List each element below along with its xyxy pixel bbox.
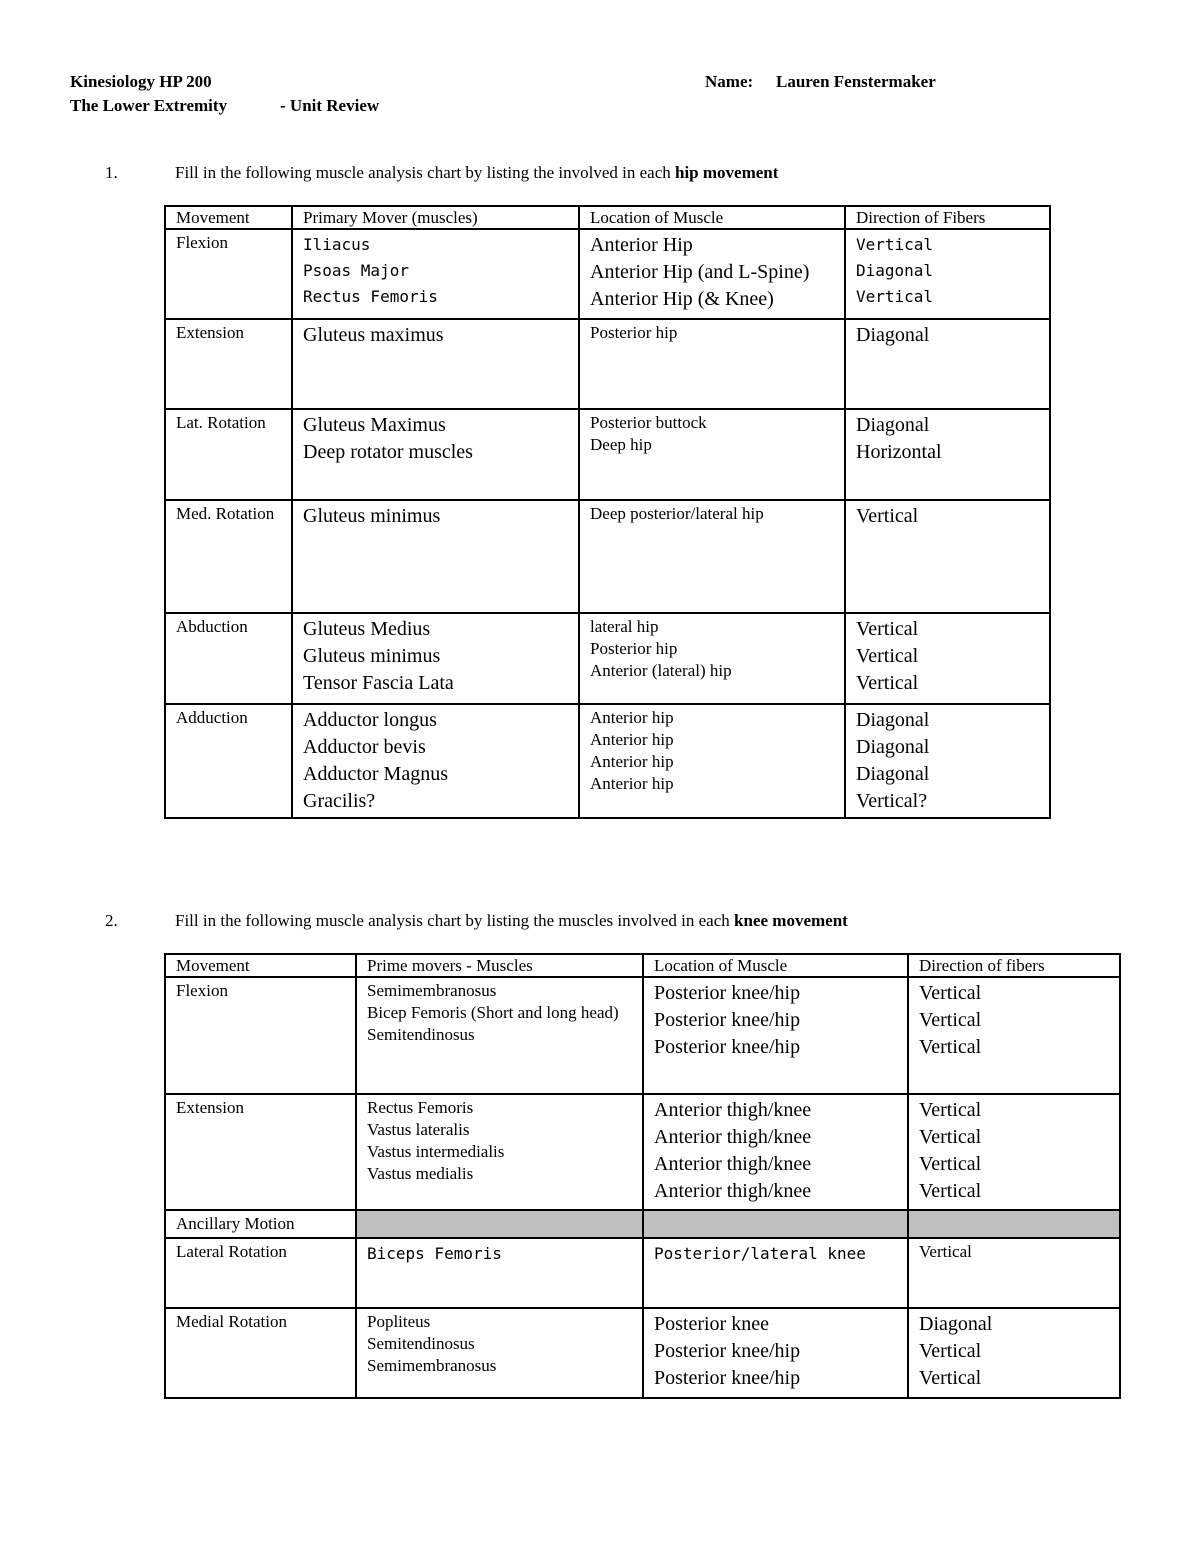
location-cell-line: Anterior hip	[590, 708, 674, 727]
direction-cell-line: Vertical	[919, 1126, 982, 1148]
movers-cell-line: Vastus medialis	[367, 1164, 474, 1183]
location-cell-line: Anterior thigh/knee	[654, 1153, 812, 1175]
direction-cell-line: Vertical	[919, 1367, 982, 1389]
question-number: 1.	[105, 163, 118, 182]
unit-review: - Unit Review	[280, 96, 380, 115]
direction-cell-line: Vertical	[856, 645, 919, 667]
shaded-cell	[356, 1210, 643, 1238]
table-row	[165, 1308, 1120, 1398]
direction-cell-line: Vertical	[919, 982, 982, 1004]
movement-cell: Flexion	[165, 229, 292, 319]
location-cell-line: Posterior knee/hip	[654, 1340, 801, 1362]
movers-cell-line: Semitendinosus	[367, 1025, 475, 1044]
direction-cell-line: Vertical	[919, 1153, 982, 1175]
direction-cell-line: Vertical	[856, 235, 934, 254]
location-cell-line: Anterior hip	[590, 752, 674, 771]
movers-cell-line: Vastus lateralis	[367, 1120, 470, 1139]
location-cell-line: Anterior thigh/knee	[654, 1180, 812, 1202]
question-number: 2.	[105, 911, 118, 930]
movement-cell: Flexion	[165, 977, 356, 1094]
name-value: Lauren Fenstermaker	[776, 72, 936, 91]
movers-cell-line: Iliacus	[303, 235, 371, 254]
table-row	[165, 704, 1050, 818]
column-header: Movement	[165, 954, 356, 977]
table-header-row	[165, 954, 1120, 977]
direction-cell-line: Vertical	[919, 1180, 982, 1202]
location-cell	[643, 1094, 908, 1210]
column-header: Direction of Fibers	[845, 206, 1050, 229]
movers-cell	[292, 409, 579, 500]
table-row	[165, 409, 1050, 500]
movers-cell	[292, 229, 579, 319]
direction-cell	[845, 409, 1050, 500]
table-row	[165, 229, 1050, 319]
movers-cell-line: Adductor bevis	[303, 736, 426, 758]
course-title: Kinesiology HP 200	[70, 72, 212, 91]
table-row	[165, 1094, 1120, 1210]
location-cell-line: Posterior knee/hip	[654, 1036, 801, 1058]
direction-cell-line: Vertical	[919, 1036, 982, 1058]
table-row	[165, 319, 1050, 409]
movers-cell-line: Psoas Major	[303, 261, 409, 280]
table-row	[165, 977, 1120, 1094]
direction-cell	[845, 319, 1050, 409]
movers-cell-line: Bicep Femoris (Short and long head)	[367, 1003, 619, 1022]
movers-cell	[292, 704, 579, 818]
location-cell-line: Posterior/lateral knee	[654, 1244, 866, 1263]
direction-cell	[845, 500, 1050, 613]
direction-cell-line: Vertical	[856, 287, 934, 306]
location-cell-line: Posterior hip	[590, 639, 678, 658]
location-cell	[579, 613, 845, 704]
movers-cell-line: Adductor Magnus	[303, 763, 448, 785]
movers-cell	[292, 613, 579, 704]
movement-cell: Extension	[165, 319, 292, 409]
location-cell	[643, 1238, 908, 1308]
movers-cell-line: Rectus Femoris	[367, 1098, 474, 1117]
knee-movement-table	[164, 953, 1121, 1399]
column-header: Prime movers - Muscles	[356, 954, 643, 977]
movement-cell: Ancillary Motion	[165, 1210, 356, 1238]
direction-cell-line: Vertical?	[856, 790, 928, 812]
location-cell-line: Anterior hip	[590, 730, 674, 749]
direction-cell-line: Diagonal	[856, 736, 930, 758]
location-cell-line: lateral hip	[590, 617, 659, 636]
movers-cell-line: Gluteus Medius	[303, 618, 431, 640]
direction-cell-line: Vertical	[856, 672, 919, 694]
direction-cell-line: Diagonal	[856, 261, 934, 280]
movement-cell: Extension	[165, 1094, 356, 1210]
location-cell-line: Anterior thigh/knee	[654, 1126, 812, 1148]
location-cell-line: Posterior hip	[590, 323, 678, 342]
location-cell-line: Anterior Hip	[590, 234, 693, 256]
movers-cell-line: Biceps Femoris	[367, 1244, 502, 1263]
hip-movement-table	[164, 205, 1051, 819]
movers-cell	[356, 1238, 643, 1308]
direction-cell	[908, 1094, 1120, 1210]
direction-cell-line: Diagonal	[919, 1313, 993, 1335]
direction-cell-line: Diagonal	[856, 763, 930, 785]
direction-cell-line: Diagonal	[856, 414, 930, 436]
location-cell-line: Deep hip	[590, 435, 652, 454]
location-cell	[579, 409, 845, 500]
movement-cell: Medial Rotation	[165, 1308, 356, 1398]
table-row	[165, 613, 1050, 704]
table-row	[165, 500, 1050, 613]
table-header-row	[165, 206, 1050, 229]
location-cell-line: Deep posterior/lateral hip	[590, 504, 764, 523]
movers-cell-line: Popliteus	[367, 1312, 431, 1331]
direction-cell	[908, 977, 1120, 1094]
movement-cell: Lateral Rotation	[165, 1238, 356, 1308]
movers-cell-line: Vastus intermedialis	[367, 1142, 505, 1161]
shaded-cell	[643, 1210, 908, 1238]
location-cell-line: Posterior knee/hip	[654, 982, 801, 1004]
movers-cell	[356, 977, 643, 1094]
column-header: Location of Muscle	[579, 206, 845, 229]
direction-cell	[845, 229, 1050, 319]
column-header: Direction of fibers	[908, 954, 1120, 977]
movers-cell-line: Semimembranosus	[367, 981, 497, 1000]
location-cell-line: Anterior Hip (& Knee)	[590, 288, 774, 310]
question-text: Fill in the following muscle analysis chart by listing the muscles involved in each knee movement	[175, 911, 848, 930]
location-cell-line: Anterior (lateral) hip	[590, 661, 732, 680]
movers-cell-line: Rectus Femoris	[303, 287, 438, 306]
movers-cell	[292, 500, 579, 613]
direction-cell-line: Vertical	[919, 1099, 982, 1121]
table-row	[165, 1210, 1120, 1238]
movers-cell	[356, 1094, 643, 1210]
location-cell	[579, 319, 845, 409]
location-cell	[579, 500, 845, 613]
direction-cell-line: Diagonal	[856, 709, 930, 731]
location-cell-line: Anterior Hip (and L-Spine)	[590, 261, 810, 283]
direction-cell	[845, 613, 1050, 704]
movers-cell	[292, 319, 579, 409]
location-cell-line: Posterior knee/hip	[654, 1367, 801, 1389]
movers-cell-line: Gracilis?	[303, 790, 376, 812]
direction-cell-line: Vertical	[919, 1340, 982, 1362]
movers-cell-line: Tensor Fascia Lata	[303, 672, 454, 694]
movement-cell: Lat. Rotation	[165, 409, 292, 500]
shaded-cell	[908, 1210, 1120, 1238]
location-cell-line: Posterior knee	[654, 1313, 769, 1335]
movement-cell: Abduction	[165, 613, 292, 704]
movers-cell-line: Gluteus Maximus	[303, 414, 446, 436]
table-row	[165, 1238, 1120, 1308]
direction-cell-line: Vertical	[919, 1242, 972, 1261]
movers-cell-line: Gluteus minimus	[303, 505, 441, 527]
movers-cell-line: Semitendinosus	[367, 1334, 475, 1353]
location-cell-line: Anterior hip	[590, 774, 674, 793]
direction-cell-line: Horizontal	[856, 441, 942, 463]
movers-cell-line: Gluteus minimus	[303, 645, 441, 667]
name-label: Name:	[705, 72, 754, 91]
direction-cell	[908, 1308, 1120, 1398]
location-cell	[579, 229, 845, 319]
location-cell	[643, 977, 908, 1094]
direction-cell-line: Diagonal	[856, 324, 930, 346]
direction-cell-line: Vertical	[856, 505, 919, 527]
direction-cell-line: Vertical	[919, 1009, 982, 1031]
movers-cell-line: Adductor longus	[303, 709, 437, 731]
location-cell-line: Posterior buttock	[590, 413, 707, 432]
direction-cell-line: Vertical	[856, 618, 919, 640]
movement-cell: Adduction	[165, 704, 292, 818]
location-cell	[643, 1308, 908, 1398]
direction-cell	[845, 704, 1050, 818]
question-text: Fill in the following muscle analysis chart by listing the involved in each hip movement	[175, 163, 779, 182]
location-cell-line: Anterior thigh/knee	[654, 1099, 812, 1121]
location-cell-line: Posterior knee/hip	[654, 1009, 801, 1031]
unit-title: The Lower Extremity	[70, 96, 228, 115]
movement-cell: Med. Rotation	[165, 500, 292, 613]
column-header: Location of Muscle	[643, 954, 908, 977]
location-cell	[579, 704, 845, 818]
column-header: Movement	[165, 206, 292, 229]
movers-cell-line: Semimembranosus	[367, 1356, 497, 1375]
column-header: Primary Mover (muscles)	[292, 206, 579, 229]
movers-cell	[356, 1308, 643, 1398]
direction-cell	[908, 1238, 1120, 1308]
movers-cell-line: Deep rotator muscles	[303, 441, 473, 463]
movers-cell-line: Gluteus maximus	[303, 324, 444, 346]
